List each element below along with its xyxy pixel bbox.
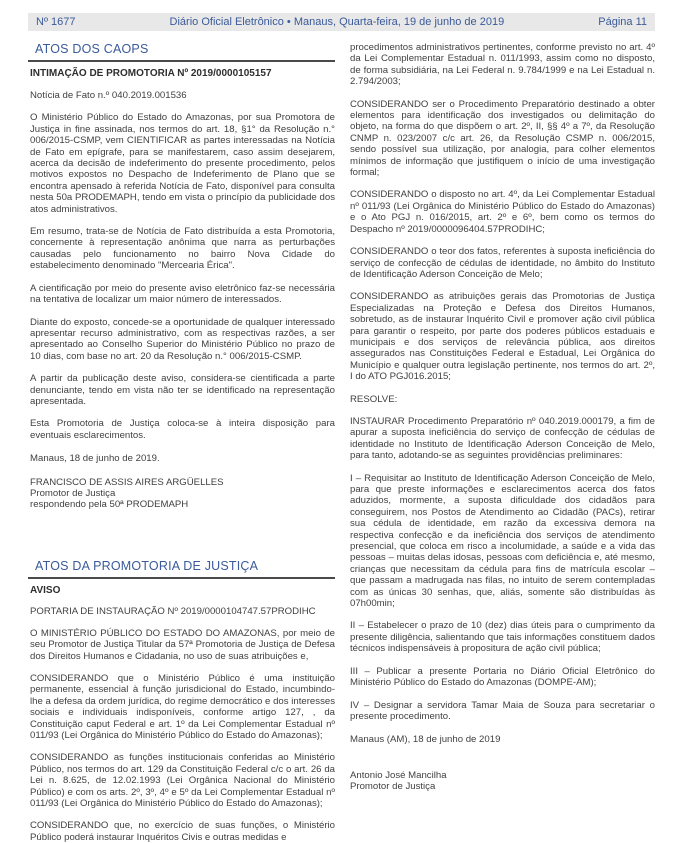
section-rule (28, 577, 335, 579)
paragraph: INSTAURAR Procedimento Preparatório nº 040.2019.000179, a fim de apurar a suposta ineficiência do serviço de confecção de cédulas de identidade no Instituto de Identificação Aderson Conceição de Melo, para tanto, adotando-se as seguintes providências preliminares: (350, 415, 655, 462)
paragraph: Notícia de Fato n.º 040.2019.001536 (30, 90, 187, 101)
section-atos-da-promotoria (28, 557, 335, 843)
signature-block (28, 477, 335, 511)
paragraph: Em resumo, trata-se de Notícia de Fato distribuída a esta Promotoria, concernente à representação anônima que narra as perturbações causadas pelo funcionamento no bairro Nova Cidade do estabelecimento denominado "Mercearia Érica". (30, 226, 335, 272)
paragraph: CONSIDERANDO o teor dos fatos, referentes à suposta ineficiência do serviço de confecção de cédulas de identidade, no âmbito do Instituto de Identificação Aderson Conceição de Melo; (350, 246, 655, 280)
masthead-bar (28, 13, 655, 31)
paragraph: A cientificação por meio do presente aviso eletrônico faz-se necessária na tentativa de localizar um maior número de interessados. (30, 282, 335, 306)
paragraph: Esta Promotoria de Justiça coloca-se à inteira disposição para eventuais esclarecimentos. (30, 418, 335, 441)
paragraph-item-iii: III – Publicar a presente Portaria no Diário Oficial Eletrônico do Ministério Público do Estado do Amazonas (DOMPE-AM); (350, 665, 655, 689)
paragraph: A partir da publicação deste aviso, considera-se cientificada a parte denunciante, tendo em vista não ter se identificado na representação apresentada. (30, 373, 335, 407)
paragraph: CONSIDERANDO que o Ministério Público é uma instituição permanente, essencial à função jurisdicional do Estado, incumbindo-lhe a defesa da ordem jurídica, do regime democrático e dos interesses sociais e individuais indisponíveis, conforme artigo 127, , da Constituição caput Federal e art. 1º da Lei Complementar Estadual nº 011/93 (Lei Orgânica do Ministério Público do Estado do Amazonas); (30, 673, 335, 742)
paragraph: CONSIDERANDO ser o Procedimento Preparatório destinado a obter elementos para identificação dos investigados ou delimitação do objeto, na forma do que dispõem o art. 2º, II, §§ 4º a 7º, da Resolução CNMP n. 023/2007 c/c art. 26, da Resolução CSMP n. 006/2015, sendo possível sua utilização, por analogia, para colher elementos mínimos de informação que justifiquem o início de uma investigação formal; (350, 98, 655, 179)
issue-number: Nº 1677 (36, 16, 76, 28)
doc-title: INTIMAÇÃO DE PROMOTORIA Nº 2019/0000105157 (30, 68, 272, 79)
section-rule (28, 60, 335, 62)
gazette-title: Diário Oficial Eletrônico • Manaus, Quarta-feira, 19 de junho de 2019 (169, 16, 505, 28)
date-line: Manaus, 18 de junho de 2019. (30, 453, 160, 465)
section-atos-dos-caops (28, 40, 335, 511)
paragraph: O MINISTÉRIO PÚBLICO DO ESTADO DO AMAZONAS, por meio de seu Promotor de Justiça Titular da 57ª Promotoria de Justiça de Defesa dos Direitos Humanos e Cidadania, no uso de suas atribuições e, (30, 627, 335, 662)
signature-block (348, 770, 655, 793)
paragraph: O Ministério Público do Estado do Amazonas, por sua Promotora de Justiça in fine assinada, nos termos do art. 18, §1° da Resolução n.° 006/2015-CSMP, vem CIENTIFICAR as partes interessadas na Notícia de Fato em epígrafe, para se manifestarem, caso assim desejarem, acerca da decisão de indeferimento do presente procedimento, pelos motivos expostos no Despacho de Indeferimento de Plano que se encontra apensado à referida Notícia de Fato, disponível para consulta nesta 50a PRODEMAPH, tendo em vista o princípio da publicidade dos atos administrativos. (30, 112, 335, 215)
signature-extra: respondendo pela 50ª PRODEMAPH (30, 499, 189, 511)
right-column (348, 40, 655, 843)
paragraph: CONSIDERANDO que, no exercício de suas funções, o Ministério Público poderá instaurar Inquéritos Civis e outras medidas e (30, 820, 335, 843)
resolve-line: RESOLVE: (350, 393, 398, 405)
signature-name: Antonio José Mancilha (350, 769, 447, 781)
paragraph-item-ii: II – Estabelecer o prazo de 10 (dez) dias úteis para o cumprimento da presente diligência, salientando que tais informações constituem dados técnicos indispensáveis à propositura de ação civil pública; (350, 620, 655, 655)
paragraph: CONSIDERANDO as funções institucionais conferidas ao Ministério Público, nos termos do art. 129 da Constituição Federal c/c o art. 26 da Lei n. 8.625, de 12.02.1993 (Lei Orgânica Nacional do Ministério Público) e com os arts. 2º, 3º, 4º e 5º da Lei Complementar Estadual nº 011/93 (Lei Orgânica do Ministério Público do Estado do Amazonas); (30, 752, 335, 810)
paragraph-item-i: I – Requisitar ao Instituto de Identificação Aderson Conceição de Melo, para que preste informações e esclarecimentos acerca dos fatos aduzidos, mormente, a suposta dificuldade dos cidadãos para conseguirem, nos Postos de Atendimento ao Cidadão (PACs), retirar sua cédula de identidade, em razão da excessiva demora na respectiva confecção e da ineficiência dos serviços de atendimento presencial, que coloca em risco a incolumidade, a saúde e a vida das pessoas – muitas delas idosas, pessoas com deficiência e, até mesmo, crianças que necessitam da cédula para fins de matrícula escolar – que passam a madrugada nas filas, no intuito de serem contempladas com as únicas 30 senhas, que, aliás, somente são distribuídas às 07h00min; (350, 472, 655, 610)
paragraph: CONSIDERANDO o disposto no art. 4º, da Lei Complementar Estadual nº 011/93 (Lei Orgânica do Ministério Público do Estado do Amazonas) e o Ato PGJ n. 016/2015, art. 2º e 6º, bem como os termos do Despacho nº 2019/0000096404.57PRODIHC; (350, 189, 655, 235)
paragraph: Diante do exposto, concede-se a oportunidade de qualquer interessado apresentar recurso administrativo, com as respectivas razões, a ser apresentado ao Conselho Superior do Ministério Público no prazo de 10 dias, com base no art. 20 da Resolução n.° 006/2015-CSMP. (30, 316, 335, 362)
signature-role: Promotor de Justiça (30, 487, 116, 499)
two-column-body (28, 40, 655, 843)
doc-title: AVISO (30, 584, 61, 596)
section-heading: ATOS DOS CAOPS (35, 42, 149, 56)
signature-role: Promotor de Justiça (350, 781, 436, 793)
paragraph: procedimentos administrativos pertinentes, conforme previsto no art. 4º da Lei Complementar Estadual n. 011/1993, assim como no disposto, de forma subsidiária, na Lei Federal n. 9.784/1999 e na Lei Estadual n. 2.794/2003; (350, 42, 655, 88)
doc-subtitle: PORTARIA DE INSTAURAÇÃO Nº 2019/0000104747.57PRODIHC (30, 605, 316, 617)
left-column (28, 40, 335, 843)
signature-name: FRANCISCO DE ASSIS AIRES ARGÜELLES (30, 476, 224, 488)
section-heading: ATOS DA PROMOTORIA DE JUSTIÇA (35, 558, 259, 573)
paragraph: CONSIDERANDO as atribuições gerais das Promotorias de Justiça Especializadas na Proteção e Defesa dos Direitos Humanos, sobretudo, as de instaurar Inquérito Civil e promover ação civil pública para garantir o respeito, por parte dos poderes públicos estaduais e municipais e dos serviços de relevância pública, aos direitos assegurados nas Constituições Federal e Estadual, Lei Orgânica do Município e qualquer outra legislação pertinente, nos termos do art. 2º, I do ATO PGJ016.2015; (350, 291, 655, 383)
date-line: Manaus (AM), 18 de junho de 2019 (350, 734, 501, 746)
paragraph-item-iv: IV – Designar a servidora Tamar Maia de Souza para secretariar o presente procedimento. (350, 699, 655, 722)
page-number: Página 11 (598, 16, 647, 28)
